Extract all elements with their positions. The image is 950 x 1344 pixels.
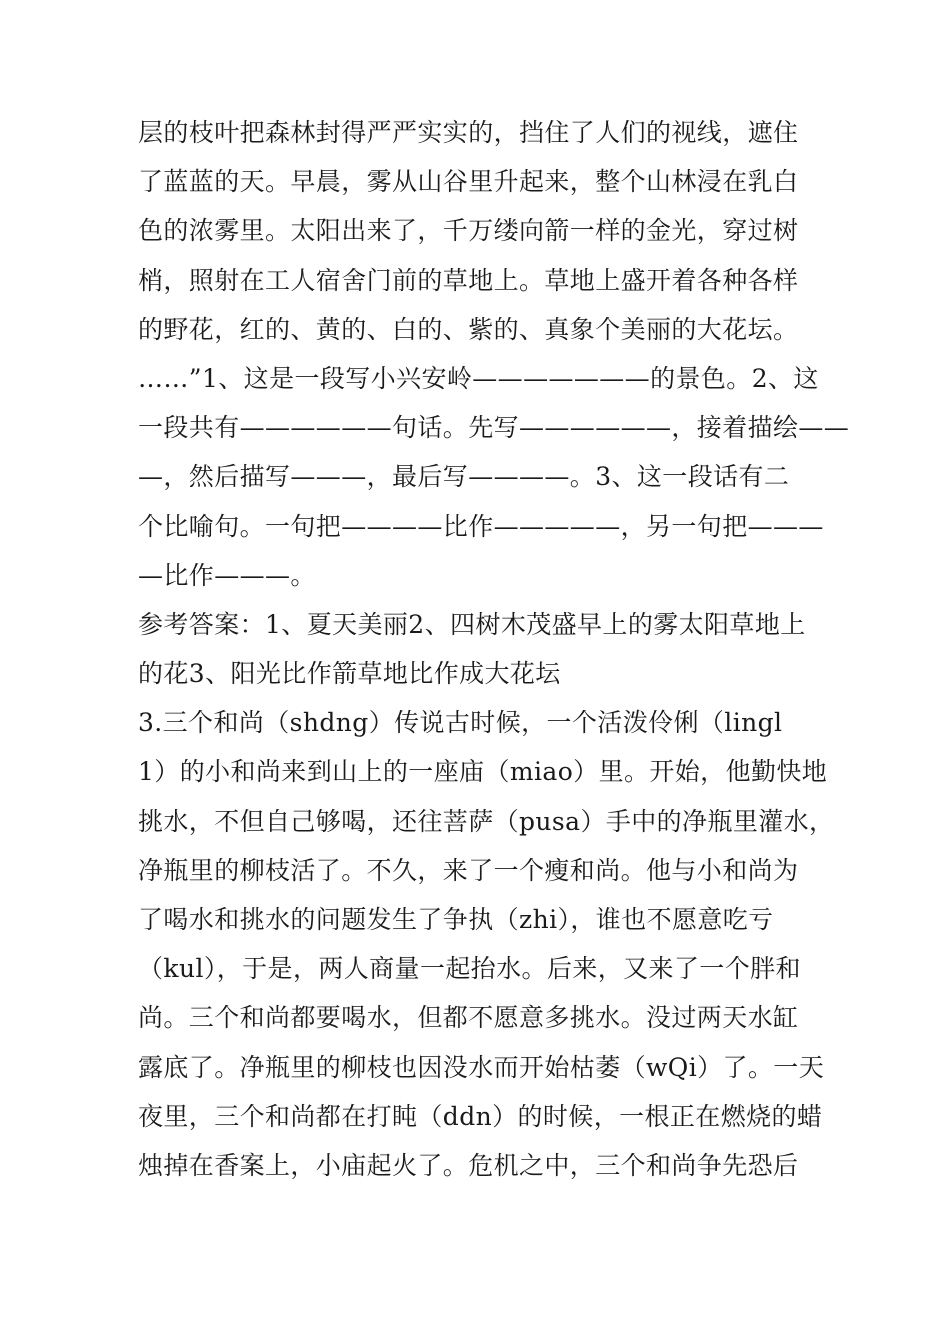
text-line: 1）的小和尚来到山上的一座庙（miao）里。开始，他勤快地 <box>138 757 828 787</box>
text-line: 尚。三个和尚都要喝水，但都不愿意多挑水。没过两天水缸 <box>138 1003 799 1033</box>
story-heading-line: 3.三个和尚（shdng）传说古时候，一个活泼伶俐（lingl <box>138 708 783 738</box>
text-line: ……”1、这是一段写小兴安岭———————的景色。2、这 <box>138 363 819 393</box>
text-line: （kul），于是，两人商量一起抬水。后来，又来了一个胖和 <box>138 954 801 984</box>
text-line: 梢，照射在工人宿舍门前的草地上。草地上盛开着各种各样 <box>138 265 799 295</box>
text-line: 个比喻句。一句把————比作—————，另一句把——— <box>138 511 824 541</box>
text-line: —比作———。 <box>138 560 316 590</box>
text-line: 夜里，三个和尚都在打盹（ddn）的时候，一根正在燃烧的蜡 <box>138 1101 823 1131</box>
text-line: 了喝水和挑水的问题发生了争执（zhi），谁也不愿意吃亏 <box>138 905 774 934</box>
answer-line: 的花3、阳光比作箭草地比作成大花坛 <box>138 659 561 689</box>
text-line: 净瓶里的柳枝活了。不久，来了一个瘦和尚。他与小和尚为 <box>138 855 799 885</box>
text-line: 挑水，不但自己够喝，还往菩萨（pusa）手中的净瓶里灌水， <box>138 806 835 836</box>
text-line: 露底了。净瓶里的柳枝也因没水而开始枯萎（wQi）了。一天 <box>138 1052 825 1082</box>
text-line: 色的浓雾里。太阳出来了，千万缕向箭一样的金光，穿过树 <box>138 216 799 246</box>
text-line: 了蓝蓝的天。早晨，雾从山谷里升起来，整个山林浸在乳白 <box>138 167 799 197</box>
text-line: 层的枝叶把森林封得严严实实的，挡住了人们的视线，遮住 <box>138 118 799 147</box>
document-body <box>138 108 850 1190</box>
text-line: —，然后描写———，最后写————。3、这一段话有二 <box>138 462 790 492</box>
text-line: 的野花，红的、黄的、白的、紫的、真象个美丽的大花坛。 <box>138 314 799 344</box>
answer-line: 参考答案：1、夏天美丽2、四树木茂盛早上的雾太阳草地上 <box>138 609 806 639</box>
text-line: 烛掉在香案上，小庙起火了。危机之中，三个和尚争先恐后 <box>138 1150 799 1180</box>
text-line: 一段共有——————句话。先写——————，接着描绘—— <box>138 413 850 443</box>
